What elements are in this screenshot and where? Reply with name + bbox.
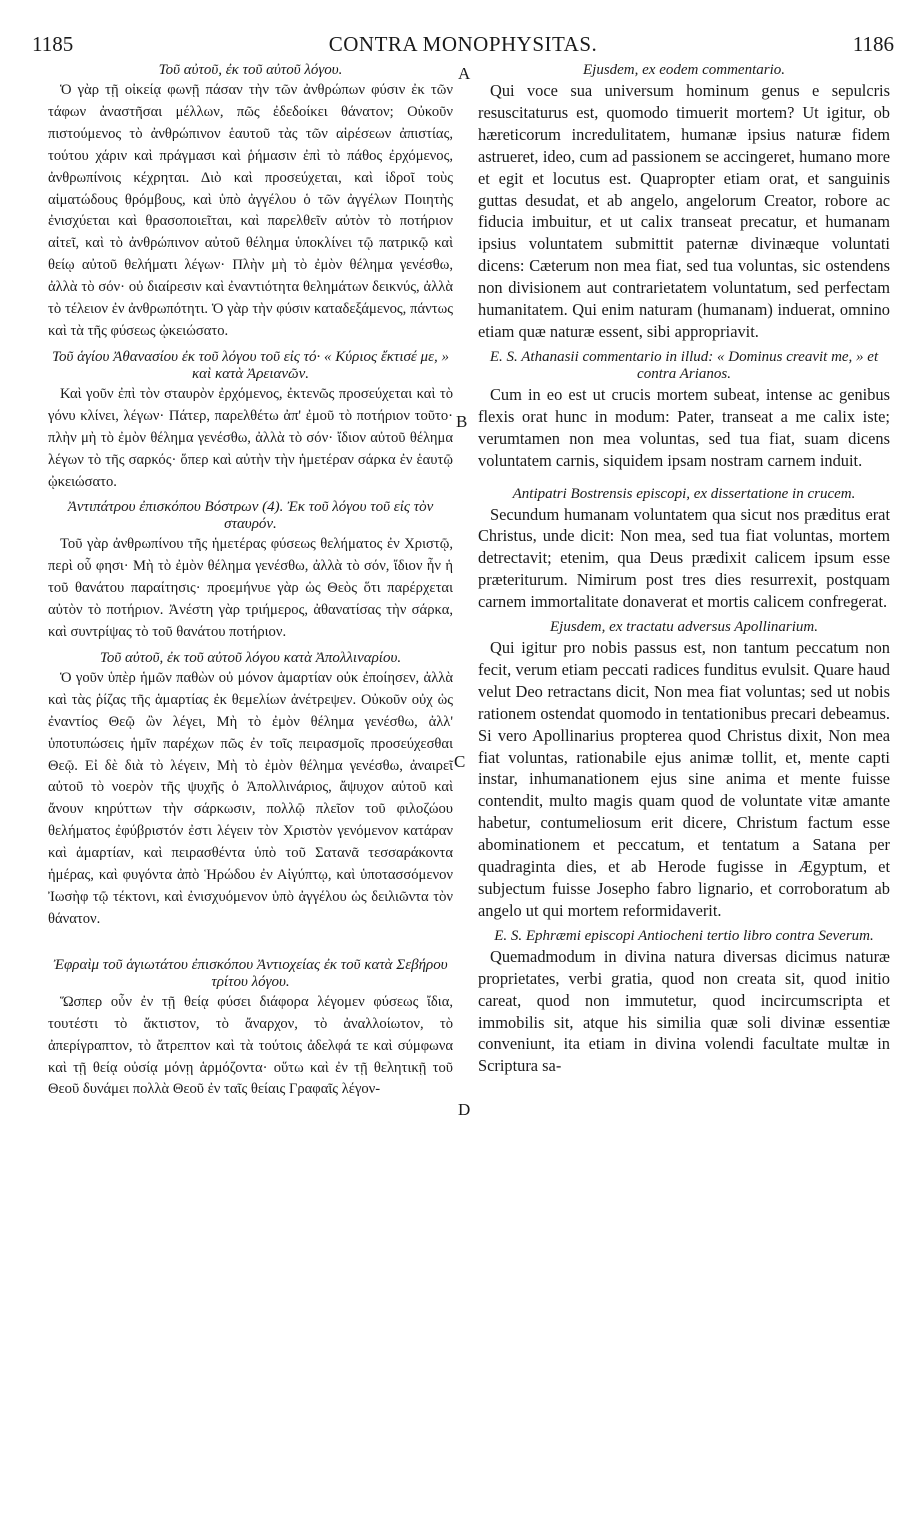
greek-paragraph-4: Ὁ γοῦν ὑπὲρ ἡμῶν παθὼν οὐ μόνον ἁμαρτίαν οὐκ ἐποίησεν, ἀλλὰ καὶ τὰς ῥίζας τῆς ἁμαρτίας ἐκ θεμελίων ἀνέτρεψεν. Οὐκοῦν οὐχ ὡς ἐναντίος Θεῷ ὢν λέγει, Μὴ τὸ ἐμὸν θέλημα γενέσθω, ἀλλ' ὑποτυπώσεις ἡμῖν παρέχων πῶς ἐν τοῖς πειρασμοῖς προσεύχεσθαι Θεῷ. Εἰ δὲ διὰ τὸ λέγειν, Μὴ τὸ ἐμὸν θέλημα γενέσθω, ἀναιρεῖ αὐτοῦ τὸ νοερὸν τῆς ψυχῆς ὁ Ἀπολλινάριος, ἄψυχον αὐτοῦ καὶ ἄνουν κηρύττων τὴν σάρκωσιν, πολλῷ πλεῖον τοῦ φιλοζώου θελήματος ἐφύβριστόν ἐστι λέγειν τὸν Χριστὸν γενόμενον κατάραν καὶ ἁμαρτίαν, καὶ πειρασθέντα ὑπὸ τοῦ Σατανᾶ τεσσαράκοντα ἡμέρας, καὶ φυγόντα ἀπὸ Ἡρώδου ἐν Αἰγύπτῳ, καὶ ὑποτασσόμενον Ἰωσὴφ τῷ τέκτονι, καὶ ἐνισχυόμενον ὑπὸ ἀγγέλου ὡς δειλιῶντα τὸν θάνατον. — [48, 669, 453, 927]
greek-heading-4: Τοῦ αὐτοῦ, ἐκ τοῦ αὐτοῦ λόγου κατὰ Ἀπολλιναρίου. — [99, 649, 402, 666]
latin-paragraph-5: Quemadmodum in divina natura diversas dicimus naturæ proprietates, verbi gratia, quod non creata sit, quod initio careat, quod non immutetur, quod incircumscripta et immobilis sit, atque his similia quæ soli divinæ essentiæ conveniunt, ita etiam in divina volendi facultate multæ in Scriptura sa- — [478, 946, 890, 1076]
latin-heading-2: E. S. Athanasii commentario in illud: « Dominus creavit me, » et contra Arianos. — [489, 348, 879, 382]
latin-paragraph-2: Cum in eo est ut crucis mortem subeat, intense ac genibus flexis orat hunc in modum: Pater, transeat a me calix iste; verumtamen non mea voluntas, sed tua fiat, suam dicens voluntatem carnis, siquidem ipsam nostram carnem induit. — [478, 384, 890, 470]
latin-section-3 — [478, 486, 890, 614]
greek-paragraph-3: Τοῦ γὰρ ἀνθρωπίνου τῆς ἡμετέρας φύσεως θελήματος ἐν Χριστῷ, περὶ οὗ φησι· Μὴ τὸ ἐμὸν θέλημα γενέσθω, ἀλλὰ τὸ σόν, ἴδιον ἦν ἡ τοῦ θανάτου παραίτησις· προεμήνυε γὰρ ὡς Θεὸς ὅτι παρέρχεται αὐτὸν τὸ ποτήριον. Ἀνέστη γὰρ τριήμερος, ἀθανατίσας τὴν σάρκα, καὶ συντρίψας τὸ τοῦ θανάτου ποτήριον. — [48, 536, 453, 641]
latin-heading-3: Antipatri Bostrensis episcopi, ex dissertatione in crucem. — [512, 485, 856, 502]
margin-marker-c: C — [454, 752, 466, 771]
greek-heading-2: Τοῦ ἁγίου Ἀθανασίου ἐκ τοῦ λόγου τοῦ εἰς τό· « Κύριος ἔκτισέ με, » καὶ κατὰ Ἀρειανῶν. — [51, 348, 450, 382]
greek-column — [48, 62, 453, 1101]
greek-heading-3: Ἀντιπάτρου ἐπισκόπου Βόστρων (4). Ἐκ τοῦ λόγου τοῦ εἰς τὸν σταυρόν. — [67, 499, 434, 533]
running-title: CONTRA MONOPHYSITAS. — [328, 32, 598, 56]
latin-section-4 — [478, 619, 890, 922]
latin-heading-4: Ejusdem, ex tractatu adversus Apollinarium. — [549, 619, 819, 636]
greek-paragraph-2: Καὶ γοῦν ἐπὶ τὸν σταυρὸν ἐρχόμενος, ἐκτενῶς προσεύχεται καὶ τὸ γόνυ κλίνει, λέγων· Πάτερ, παρελθέτω ἀπ' ἐμοῦ τὸ ποτήριον τοῦτο· πλὴν μὴ τὸ ἐμὸν θέλημα γενέσθω, ἀλλὰ τὸ σόν· ἴδιον αὐτοῦ θέλημα λέγων τὸ τῆς σαρκός· ὅπερ καὶ αὐτὴν τὴν ἡμετέραν σάρκα ἐν ἑαυτῷ ᾠκειώσατο. — [48, 385, 453, 490]
greek-section-5 — [48, 957, 453, 1102]
margin-marker-b: B — [456, 412, 468, 431]
latin-paragraph-1: Qui voce sua universum hominum genus e sepulcris resuscitaturus est, quomodo timuerit mortem? Ut igitur, ob hæreticorum incredulitatem, humanæ ipsius naturæ fidem astrueret, ideo, cum ad passionem se accingeret, humano more et egit et locutus est. Quapropter etiam orat, et sanguinis guttas desudat, et ab angelo, angelorum Creator, robore ac fiducia imbuitur, et ut calix transeat precatur, et humanam ipsius voluntatem submittit paternæ divinæque voluntati dicens: Cæterum non mea fiat, sed tua voluntas, sic ostendens non divisionem aut contrarietatem voluntatum, sed perfectam humanitatem. Qui enim naturam (humanam) induerat, omnino etiam quæ naturæ essent, sibi appropriavit. — [478, 81, 890, 341]
greek-section-2 — [48, 349, 453, 494]
greek-paragraph-5: Ὥσπερ οὖν ἐν τῇ θείᾳ φύσει διάφορα λέγομεν φύσεως ἴδια, τουτέστι τὸ ἄκτιστον, τὸ ἄναρχον, τὸ ἀναλλοίωτον, τὸ ἀπερίγραπτον, τὸ ἄτρεπτον καὶ τὰ τούτοις ἀδελφά τε καὶ σύμφωνα καὶ τῇ θείᾳ οὐσίᾳ μόνῃ ἁρμόζοντα· οὕτω καὶ ἐν τῇ θελητικῇ τοῦ Θεοῦ δυνάμει πολλὰ Θεοῦ ἐν ταῖς θείαις Γραφαῖς λέγον- — [48, 993, 453, 1098]
margin-marker-d: D — [458, 1100, 471, 1119]
latin-heading-5: E. S. Ephræmi episcopi Antiocheni tertio libro contra Severum. — [494, 927, 874, 944]
latin-paragraph-4: Qui igitur pro nobis passus est, non tantum peccatum non fecit, verum etiam peccati radices funditus evulsit. Quare haud velut Deo retractans dicit, Non mea fiat voluntas; sed ut nobis rationem ostendat quomodo in tentationibus precari debeamus. Si vero Apollinarius propterea quod Christus dixit, Non mea fiat voluntas, rationabile ejus animæ tollit, et, mente capti instar, inhumanationem ejus sine anima et mente fuisse contendit, multo magis quam quod de voluntate vitæ amante habetur, contumeliosum erit dicere, Christum factum esse abominationem et peccatum, et tentatum a Satana per quadraginta dies, et ab Herode fugisse in Ægyptum, et subjectum fuisse Josepho fabro lignario, et corroboratum ab angelo ut qui mortem reformidaverit. — [478, 638, 890, 920]
latin-heading-1: Ejusdem, ex eodem commentario. — [582, 62, 786, 78]
greek-section-3 — [48, 499, 453, 644]
page-header — [32, 32, 894, 58]
left-column-number: 1185 — [32, 32, 74, 56]
greek-heading-1: Τοῦ αὐτοῦ, ἐκ τοῦ αὐτοῦ λόγου. — [158, 62, 343, 78]
latin-section-1 — [478, 62, 890, 343]
greek-heading-5: Ἐφραὶμ τοῦ ἁγιωτάτου ἐπισκόπου Ἀντιοχείας ἐκ τοῦ κατὰ Σεβήρου τρίτου λόγου. — [53, 956, 448, 990]
latin-paragraph-3: Secundum humanam voluntatem qua sicut nos præditus erat Christus, unde dicit: Non mea, sed tua fiat voluntas, mortem detrectavit; etenim, qua Deus prædixit calicem ipsum esse præteriturum. Nimirum post tres dies resurrexit, postquam carnem immortalitate donaverat et mortis calicem confregerat. — [478, 504, 890, 612]
margin-marker-a: A — [458, 64, 471, 83]
greek-section-4 — [48, 650, 453, 931]
greek-paragraph-1: Ὁ γὰρ τῇ οἰκείᾳ φωνῇ πάσαν τὴν τῶν ἀνθρώπων φύσιν ἐκ τῶν τάφων ἀναστῆσαι μέλλων, πῶς ἐδεδοίκει θάνατον; Οὐκοῦν πιστούμενος τὸ ἀνθρώπινον ἑαυτοῦ τὰς τῶν αἱρέσεων ἀπιστίας, τούτου χάριν καὶ πράγμασι καὶ ῥήμασιν ἐπὶ τὸ πάθος ἐρχόμενος, ἀνθρωπίνοις κέχρηται. Διὸ καὶ προσεύχεται, καὶ ἱδροῖ τοὺς αἱματώδους θρόμβους, καὶ ὑπὸ ἀγγέλου ὁ τῶν ἀγγέλων Ποιητὴς ἐνισχύεται καὶ θρασοποιεῖται, καὶ παρελθεῖν αὐτὸν τὸ ποτήριον αἰτεῖ, καὶ τὸ ἀνθρώπινον αὐτοῦ θέλημα ὑποκλίνει τῷ πατρικῷ καὶ θείῳ αὐτοῦ θελήματι λέγων· Πλὴν μὴ τὸ ἐμὸν θέλημα γενέσθω, ἀλλὰ τὸ σόν· οὐ διαίρεσιν καὶ ἐναντιότητα θελημάτων δεικνύς, ἀλλὰ τὸ τέλειον ἐν ἀνθρωπότητι. Ὁ γὰρ τὴν φύσιν καταδεξάμενος, πάντως καὶ τὰ τῆς φύσεως ᾠκειώσατο. — [48, 82, 453, 339]
latin-column — [478, 62, 890, 1077]
right-column-number: 1186 — [852, 32, 894, 56]
greek-section-1 — [48, 62, 453, 343]
latin-section-5 — [478, 928, 890, 1077]
latin-section-2 — [478, 349, 890, 472]
